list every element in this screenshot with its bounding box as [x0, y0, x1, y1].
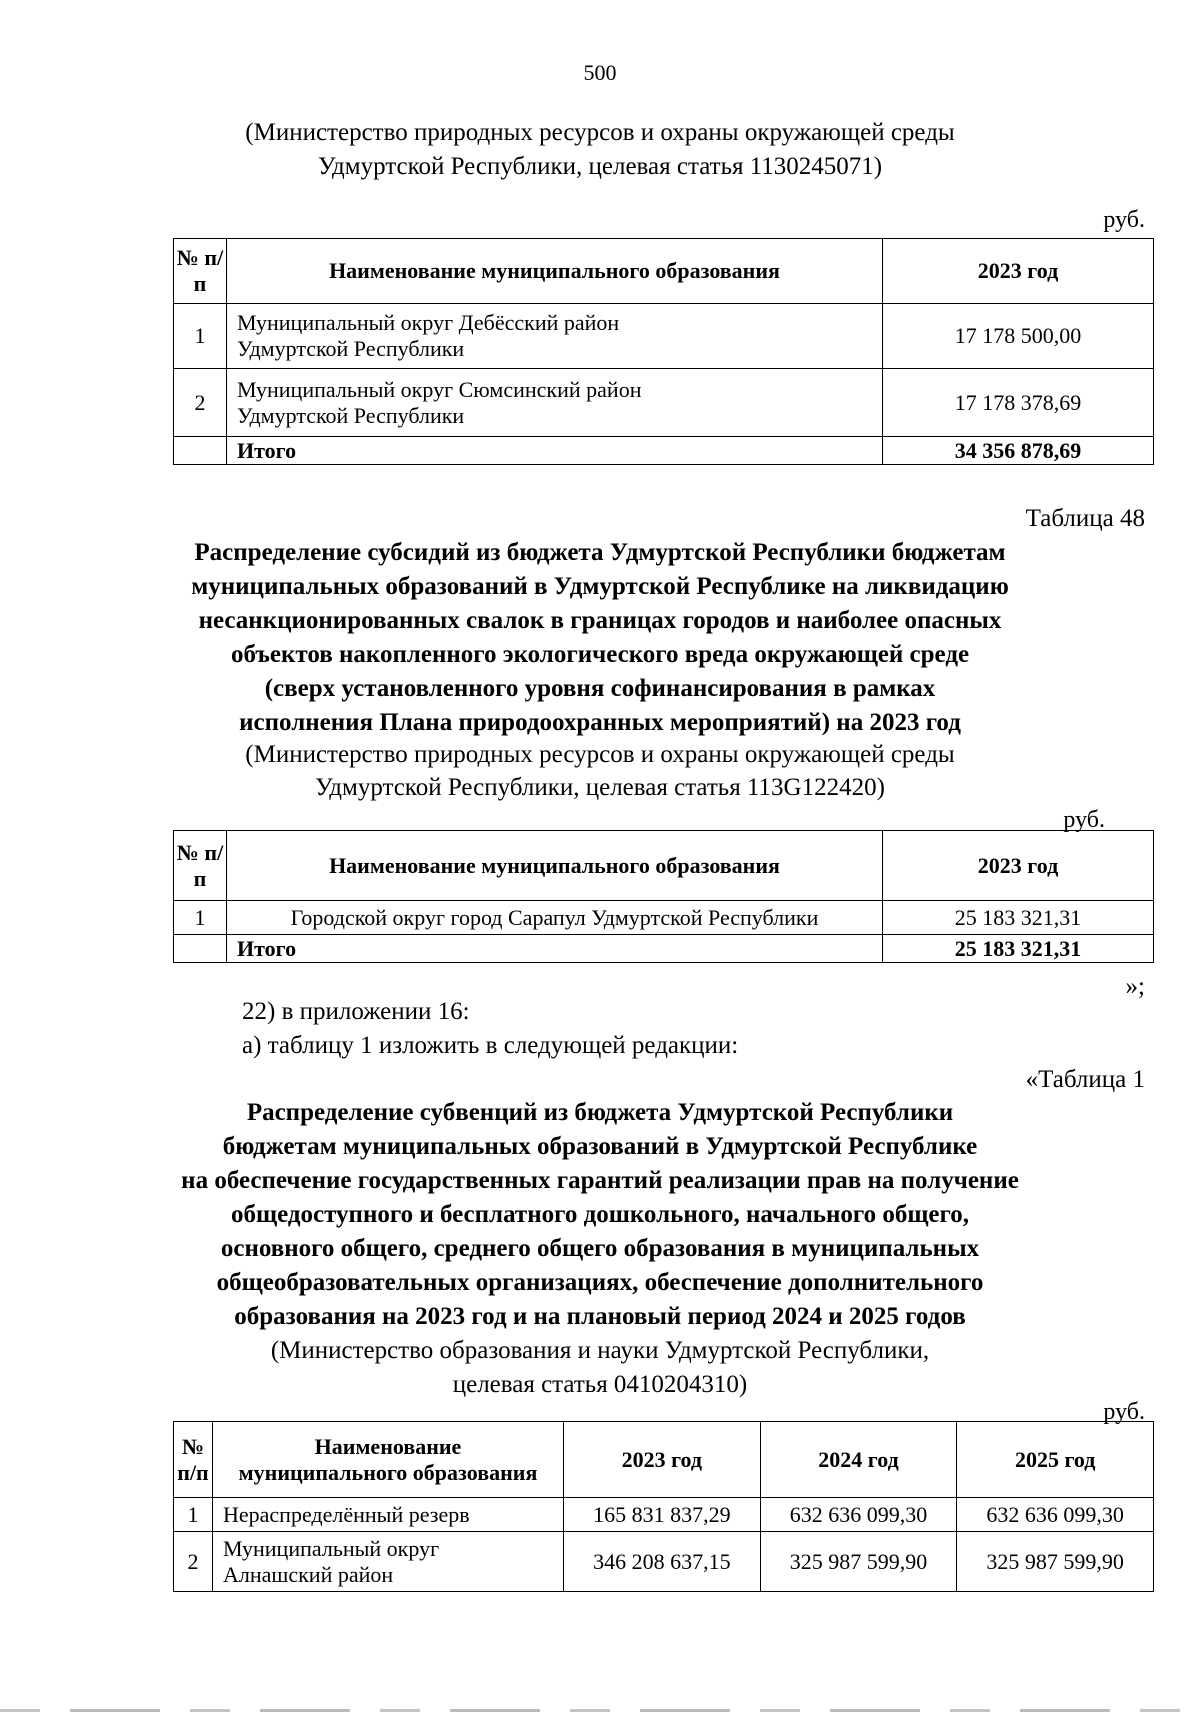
source-line: целевая статья 0410204310): [452, 1371, 748, 1398]
row-name: Городской округ город Сарапул Удмуртской Республики: [227, 901, 883, 935]
title-line: общеобразовательных организациях, обеспечение дополнительного: [216, 1269, 984, 1296]
table-row: [174, 1498, 1154, 1532]
row-value-2023: 17 178 500,00: [883, 304, 1154, 369]
col-header-2024: 2024 год: [760, 1422, 957, 1498]
row-value-2023: 346 208 637,15: [564, 1532, 761, 1592]
col-header-num: № п/п: [174, 239, 227, 304]
title-line: на обеспечение государственных гарантий реализации прав на получение: [181, 1167, 1019, 1194]
row-value-2024: 632 636 099,30: [760, 1498, 957, 1532]
table-row: [174, 369, 1154, 437]
col-header-name: [213, 1422, 564, 1498]
table-total-row: [174, 437, 1154, 465]
table-row: [174, 1532, 1154, 1592]
row-num: 1: [174, 901, 227, 935]
amend-line: 22) в приложении 16:: [242, 998, 470, 1025]
table-label: «Таблица 1: [1025, 1066, 1145, 1093]
row-value-2023: 165 831 837,29: [564, 1498, 761, 1532]
row-num: 2: [174, 1532, 213, 1592]
table-total-row: [174, 935, 1154, 963]
title-line: общедоступного и бесплатного дошкольного, начального общего,: [230, 1201, 970, 1228]
row-value-2023: 17 178 378,69: [883, 369, 1154, 437]
source-line: (Министерство природных ресурсов и охраны окружающей среды: [245, 741, 955, 768]
row-num: 1: [174, 1498, 213, 1532]
col-header-name: Наименование муниципального образования: [227, 831, 883, 901]
row-name-line: Удмуртской Республики: [237, 402, 465, 428]
source-line: (Министерство природных ресурсов и охраны окружающей среды: [245, 119, 955, 146]
row-name-line: Муниципальный округ: [223, 1535, 440, 1561]
row-name-line: Удмуртской Республики: [237, 336, 465, 361]
title-line: несанкционированных свалок в границах городов и наиболее опасных: [198, 607, 1002, 634]
scan-edge-artifact: [0, 1709, 1200, 1712]
total-value-2023: 34 356 878,69: [883, 437, 1154, 465]
row-name: [227, 369, 883, 437]
source-line: Удмуртской Республики, целевая статья 113G122420): [315, 774, 885, 801]
page-number: 500: [583, 60, 617, 85]
row-value-2025: 632 636 099,30: [957, 1498, 1154, 1532]
row-name-line: Муниципальный округ Сюмсинский район: [237, 376, 642, 402]
table-title: [0, 1096, 1200, 1334]
row-name: [227, 304, 883, 369]
row-value-2023: 25 183 321,31: [883, 901, 1154, 935]
title-line: объектов накопленного экологического вреда окружающей среде: [230, 641, 970, 668]
table-title: [0, 536, 1200, 740]
unit-label: руб.: [1103, 207, 1145, 233]
table-distribution-1: [173, 238, 1154, 465]
col-header-name-line: муниципального образования: [238, 1459, 538, 1485]
closing-quote: »;: [1125, 973, 1145, 1000]
title-line: Распределение субвенций из бюджета Удмуртской Республики: [246, 1099, 954, 1126]
col-header-name: Наименование муниципального образования: [227, 239, 883, 304]
table-distribution-3: [173, 1421, 1154, 1592]
source-line: Удмуртской Республики, целевая статья 1130245071): [317, 153, 883, 180]
row-name-line: Муниципальный округ Дебёсский район: [237, 310, 620, 335]
col-header-num: № п/п: [174, 831, 227, 901]
title-line: основного общего, среднего общего образования в муниципальных: [220, 1235, 980, 1262]
col-header-name-line: Наименование: [314, 1433, 462, 1459]
total-num-empty: [174, 437, 227, 465]
col-header-num: № п/п: [174, 1422, 213, 1498]
title-line: (сверх установленного уровня софинансирования в рамках: [264, 675, 936, 702]
total-value-2023: 25 183 321,31: [883, 935, 1154, 963]
title-line: Распределение субсидий из бюджета Удмуртской Республики бюджетам: [194, 539, 1006, 566]
row-name: Нераспределённый резерв: [213, 1498, 564, 1532]
title-line: образования на 2023 год и на плановый период 2024 и 2025 годов: [234, 1303, 966, 1330]
source-line: (Министерство образования и науки Удмуртской Республики,: [270, 1337, 930, 1364]
table-row: [174, 304, 1154, 369]
table-row: [174, 901, 1154, 935]
table-label: Таблица 48: [1025, 505, 1145, 532]
title-line: бюджетам муниципальных образований в Удмуртской Республике: [222, 1133, 978, 1160]
row-value-2024: 325 987 599,90: [760, 1532, 957, 1592]
amend-line: а) таблицу 1 изложить в следующей редакции:: [242, 1032, 739, 1059]
row-name: [213, 1532, 564, 1592]
unit-label: руб.: [1103, 1399, 1145, 1425]
unit-label: руб.: [1063, 807, 1105, 833]
row-value-2025: 325 987 599,90: [957, 1532, 1154, 1592]
col-header-2023: 2023 год: [883, 239, 1154, 304]
row-num: 2: [174, 369, 227, 437]
col-header-2025: 2025 год: [957, 1422, 1154, 1498]
title-line: муниципальных образований в Удмуртской Республике на ликвидацию: [191, 573, 1009, 600]
total-num-empty: [174, 935, 227, 963]
table-distribution-2: [173, 830, 1154, 963]
row-num: 1: [174, 304, 227, 369]
col-header-2023: 2023 год: [883, 831, 1154, 901]
total-label: Итого: [227, 437, 883, 465]
total-label: Итого: [227, 935, 883, 963]
row-name-line: Алнашский район: [223, 1561, 394, 1587]
title-line: исполнения Плана природоохранных мероприятий) на 2023 год: [239, 709, 961, 736]
col-header-2023: 2023 год: [564, 1422, 761, 1498]
